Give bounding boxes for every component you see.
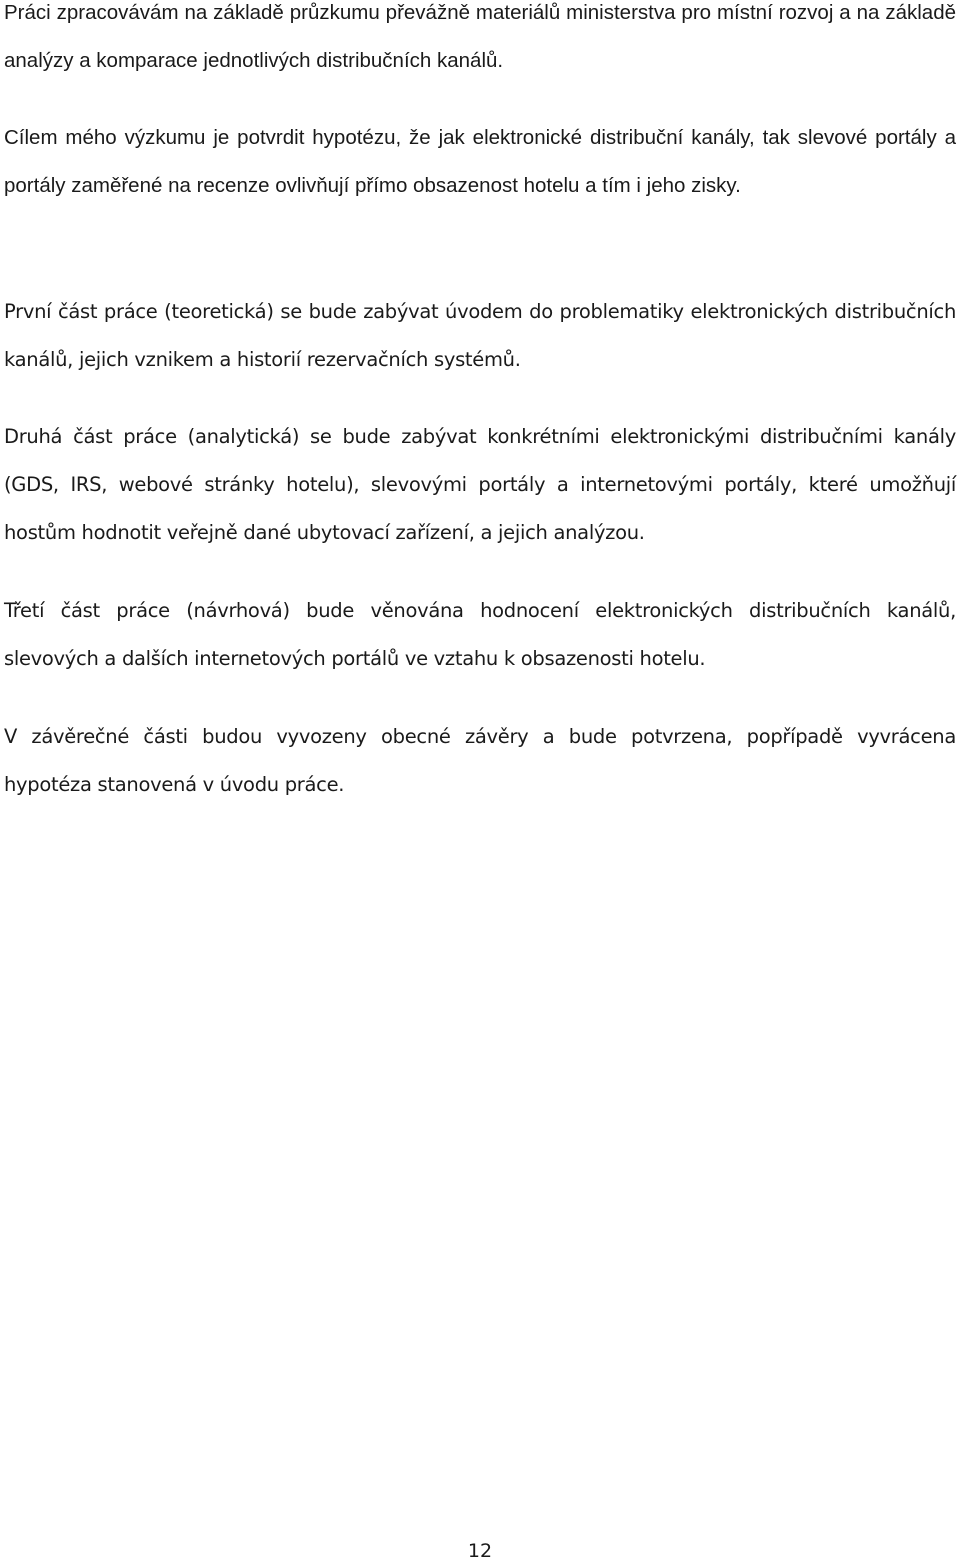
paragraph-conclusion: V závěrečné části budou vyvozeny obecné závěry a bude potvrzena, popřípadě vyvrácena hypotéza stanovená v úvodu práce. (4, 725, 956, 796)
paragraph-research-goal: Cílem mého výzkumu je potvrdit hypotézu, že jak elektronické distribuční kanály, tak slevové portály a portály zaměřené na recenze ovlivňují přímo obsazenost hotelu a tím i jeho zisky. (4, 126, 956, 197)
page-number: 12 (467, 1540, 493, 1562)
paragraph-proposal-part: Třetí část práce (návrhová) bude věnována hodnocení elektronických distribučních kanálů, slevových a dalších internetových portálů ve vztahu k obsazenosti hotelu. (4, 599, 956, 670)
paragraph-analytical-part: Druhá část práce (analytická) se bude zabývat konkrétními elektronickými distribučními kanály (GDS, IRS, webové stránky hotelu), slevovými portály a internetovými portály, které umožňují hostům hodnotit veřejně dané ubytovací zařízení, a jejich analýzou. (4, 425, 956, 544)
paragraph-methodology: Práci zpracovávám na základě průzkumu převážně materiálů ministerstva pro místní rozvoj a na základě analýzy a komparace jednotlivých distribučních kanálů. (4, 1, 956, 72)
paragraph-theoretical-part: První část práce (teoretická) se bude zabývat úvodem do problematiky elektronických distribučních kanálů, jejich vznikem a historií rezervačních systémů. (4, 300, 956, 371)
